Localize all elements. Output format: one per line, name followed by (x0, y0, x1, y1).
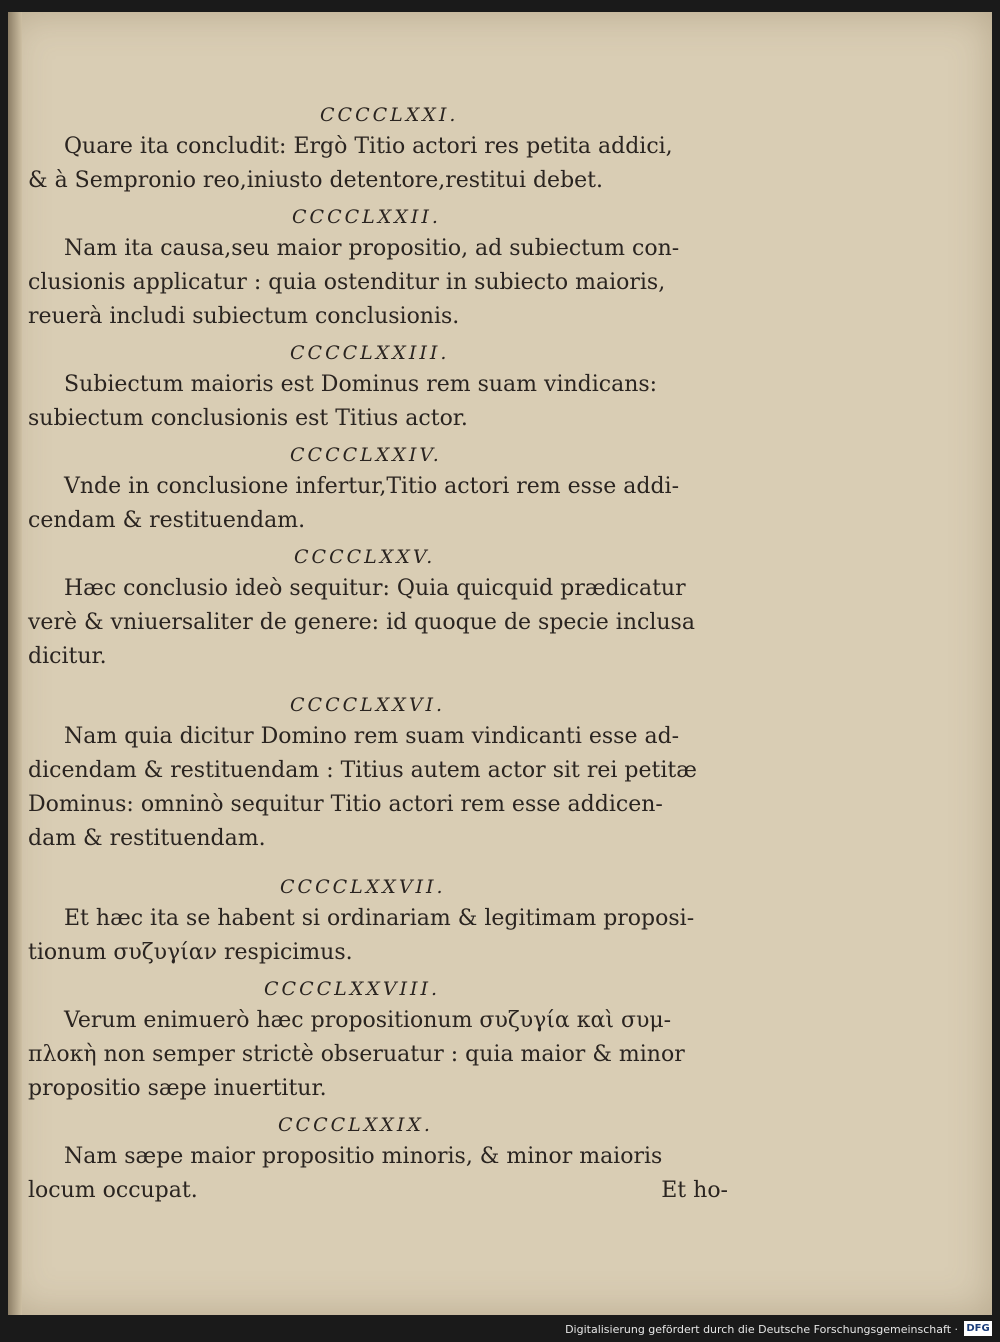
section (28, 686, 748, 856)
section (28, 868, 748, 970)
text-line: tionum συζυγίαν respicimus. (28, 940, 353, 965)
text-line: dam & restituendam. (28, 826, 266, 851)
footer-credit: Digitalisierung gefördert durch die Deutsche Forschungsgemeinschaft · (565, 1323, 958, 1336)
paragraph (28, 1004, 748, 1106)
spacer (28, 674, 748, 686)
paragraph (28, 130, 748, 198)
text-line: verè & vniuersaliter de genere: id quoque de specie inclusa (28, 610, 695, 635)
section (28, 334, 748, 436)
page-binding-edge (8, 12, 22, 1315)
text-line: Subiectum maioris est Dominus rem suam vindicans: (64, 372, 658, 397)
section (28, 198, 748, 334)
text-line: Nam quia dicitur Domino rem suam vindicanti esse ad- (64, 724, 680, 749)
text-line: clusionis applicatur : quia ostenditur in subiecto maioris, (28, 270, 666, 295)
text-line: & à Sempronio reo,iniusto detentore,restitui debet. (28, 168, 604, 193)
text-line: Dominus: omninò sequitur Titio actori rem esse addicen- (28, 792, 663, 817)
paragraph (28, 232, 748, 334)
text-line: reuerà includi subiectum conclusionis. (28, 304, 460, 329)
text-line: locum occupat. (28, 1178, 198, 1203)
text-line: πλοκὴ non semper strictè obseruatur : quia maior & minor (28, 1042, 685, 1067)
paragraph (28, 470, 748, 538)
text-line: propositio sæpe inuertitur. (28, 1076, 327, 1101)
section (28, 1106, 748, 1208)
section-heading: CCCCLXXV. (294, 546, 436, 568)
text-line: subiectum conclusionis est Titius actor. (28, 406, 468, 431)
section (28, 970, 748, 1106)
text-line: Nam sæpe maior propositio minoris, & minor maioris (64, 1144, 663, 1169)
text-line: cendam & restituendam. (28, 508, 306, 533)
section-heading: CCCCLXXII. (292, 206, 441, 228)
text-line: Et hæc ita se habent si ordinariam & legitimam proposi- (64, 906, 695, 931)
paragraph (28, 1140, 748, 1208)
section-heading: CCCCLXXVII. (280, 876, 446, 898)
section-heading: CCCCLXXIII. (290, 342, 450, 364)
text-line: Hæc conclusio ideò sequitur: Quia quicquid prædicatur (64, 576, 686, 601)
spacer (28, 856, 748, 868)
text-line: Nam ita causa,seu maior propositio, ad subiectum con- (64, 236, 680, 261)
footer-bar (0, 1315, 1000, 1342)
text-line: dicendam & restituendam : Titius autem actor sit rei petitæ (28, 758, 697, 783)
section (28, 538, 748, 674)
text-line: Verum enimuerò hæc propositionum συζυγία καὶ συμ- (64, 1008, 672, 1033)
paragraph (28, 572, 748, 674)
section-heading: CCCCLXXIX. (278, 1114, 433, 1136)
book-page (8, 12, 992, 1315)
section-heading: CCCCLXXVIII. (264, 978, 441, 1000)
final-row (28, 1174, 728, 1208)
paragraph (28, 720, 748, 856)
dfg-logo: DFG (964, 1321, 992, 1336)
section (28, 96, 748, 198)
paragraph (28, 368, 748, 436)
page-text (28, 96, 748, 1208)
section-heading: CCCCLXXI. (320, 104, 459, 126)
section-heading: CCCCLXXIV. (290, 444, 442, 466)
paragraph (28, 902, 748, 970)
text-line: dicitur. (28, 644, 107, 669)
section (28, 436, 748, 538)
text-line: Vnde in conclusione infertur,Titio actori rem esse addi- (64, 474, 680, 499)
catchword: Et ho- (661, 1178, 728, 1203)
section-heading: CCCCLXXVI. (290, 694, 446, 716)
text-line: Quare ita concludit: Ergò Titio actori res petita addici, (64, 134, 673, 159)
